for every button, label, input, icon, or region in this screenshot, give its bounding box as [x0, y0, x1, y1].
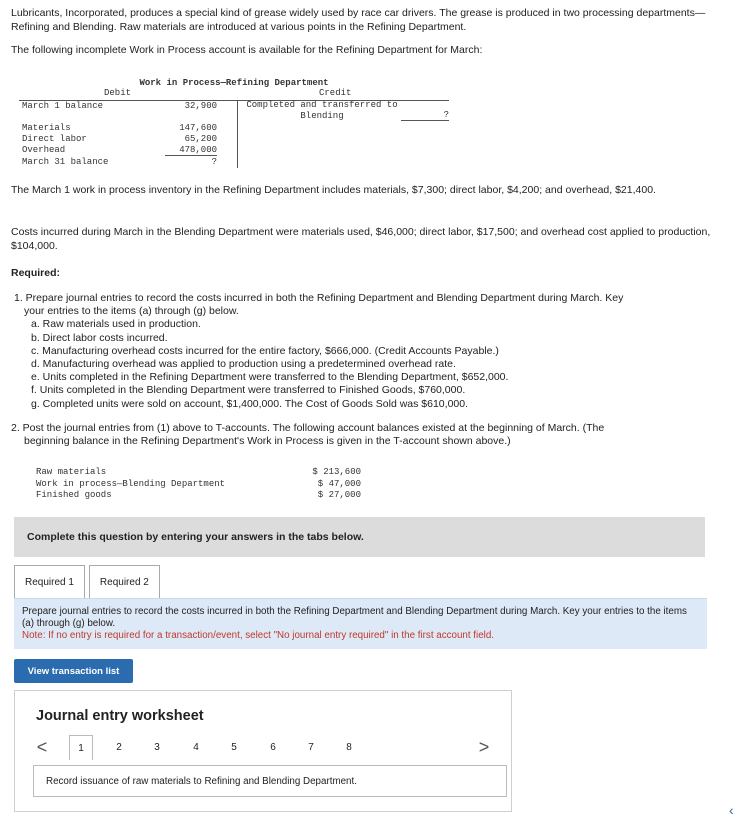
view-transaction-list-button[interactable]: View transaction list — [14, 659, 133, 683]
transaction-description: Record issuance of raw materials to Refining and Blending Department. — [46, 775, 357, 787]
chevron-left-icon[interactable]: < — [36, 736, 48, 757]
balance-label: Work in process—Blending Department — [36, 478, 226, 489]
beginning-balances — [36, 467, 361, 502]
chevron-right-icon[interactable]: > — [478, 736, 490, 757]
page-button-4[interactable]: 4 — [193, 741, 199, 753]
page-button-6[interactable]: 6 — [270, 741, 276, 753]
balance-row — [36, 479, 361, 491]
requirement-item: c. Manufacturing overhead costs incurred for the entire factory, $666,000. (Credit Accounts Payable.) — [31, 344, 499, 357]
t-row-label: Materials — [22, 123, 71, 133]
worksheet-title: Journal entry worksheet — [36, 708, 204, 724]
t-account-title: Work in Process—Refining Department — [139, 78, 329, 88]
balance-row — [36, 467, 361, 479]
paragraph-blending-costs: Costs incurred during March in the Blending Department were materials used, $46,000; direct labor, $17,500; and overhead cost applied to production, $104,000. — [11, 226, 711, 252]
t-row-value: 478,000 — [165, 145, 217, 156]
requirements-list — [11, 292, 731, 448]
balance-label: Finished goods — [36, 490, 112, 500]
credit-label: Credit — [319, 88, 352, 98]
debit-label: Debit — [104, 88, 132, 98]
paragraph-march1-inventory: The March 1 work in process inventory in the Refining Department includes materials, $7,300; direct labor, $4,200; and overhead, $21,400. — [11, 184, 656, 196]
balance-label: Raw materials — [36, 467, 107, 477]
balance-value: $ 47,000 — [317, 478, 361, 489]
page-button-5[interactable]: 5 — [231, 741, 237, 753]
t-row-label: March 1 balance — [22, 101, 104, 111]
t-row-value: 32,900 — [184, 101, 217, 111]
instructions-note: Note: If no entry is required for a transaction/event, select "No journal entry required" in the first account field. — [22, 630, 495, 641]
t-account-refining — [19, 76, 449, 168]
tab-required-1[interactable]: Required 1 — [14, 565, 85, 599]
instructions-text: Prepare journal entries to record the costs incurred in both the Refining Department and Blending Department during March. Key your entries to the items (a) through (g) below. — [22, 606, 687, 629]
requirement-item: d. Manufacturing overhead was applied to production using a predetermined overhead rate. — [31, 358, 456, 371]
intro-paragraph-2: The following incomplete Work in Process account is available for the Refining Department for March: — [11, 44, 483, 56]
page-button-7[interactable]: 7 — [308, 741, 314, 753]
requirement-item: b. Direct labor costs incurred. — [31, 331, 168, 344]
page-button-2[interactable]: 2 — [116, 741, 122, 753]
requirement-item: a. Raw materials used in production. — [31, 318, 201, 331]
balance-value: $ 213,600 — [312, 467, 361, 477]
requirement-item: e. Units completed in the Refining Department were transferred to the Blending Department, $652,000. — [31, 371, 509, 384]
worksheet-pager — [35, 735, 495, 759]
complete-question-text: Complete this question by entering your answers in the tabs below. — [27, 531, 364, 543]
t-row-label: March 31 balance — [22, 157, 109, 167]
balance-value: $ 27,000 — [317, 490, 361, 500]
requirement-2-line2: beginning balance in the Refining Department's Work in Process is given in the T-account shown above.) — [24, 435, 511, 448]
requirement-1-line2: your entries to the items (a) through (g) below. — [24, 305, 239, 318]
t-row-value: 147,600 — [179, 123, 217, 133]
t-row-value: 65,200 — [184, 134, 217, 144]
required-heading: Required: — [11, 267, 61, 279]
instructions-panel — [14, 598, 707, 649]
page-button-3[interactable]: 3 — [154, 741, 160, 753]
transaction-description-box — [33, 765, 507, 797]
page-button-1[interactable]: 1 — [69, 735, 93, 760]
tab-required-2[interactable]: Required 2 — [89, 565, 160, 599]
requirement-2-line1: 2. Post the journal entries from (1) above to T-accounts. The following account balances existed at the beginning of March. (The — [11, 421, 605, 434]
page-button-8[interactable]: 8 — [346, 741, 352, 753]
credit-entry-value: ? — [401, 110, 449, 121]
journal-entry-worksheet — [14, 690, 512, 812]
t-row-label: Overhead — [22, 145, 66, 155]
requirement-tabs — [14, 565, 164, 599]
balance-row — [36, 490, 361, 502]
requirement-item: f. Units completed in the Blending Department were transferred to Finished Goods, $760,000. — [31, 384, 466, 397]
intro-paragraph-1: Lubricants, Incorporated, produces a special kind of grease widely used by race car drivers. The grease is produced in two processing departments—Refining and Blending. Raw materials are introduced at various points in the Refining Department. — [11, 7, 706, 33]
t-row-value: ? — [211, 157, 217, 167]
problem-intro — [11, 7, 731, 68]
requirement-1-line1: 1. Prepare journal entries to record the costs incurred in both the Refining Department and Blending Department during March. Key — [14, 292, 624, 304]
complete-question-bar — [14, 517, 705, 557]
side-chevron-left-icon[interactable]: ‹ — [729, 802, 734, 818]
t-row-label: Direct labor — [22, 134, 87, 144]
credit-entry-description: Completed and transferred to Blending — [246, 100, 398, 121]
requirement-item: g. Completed units were sold on account, $1,400,000. The Cost of Goods Sold was $610,000. — [31, 397, 469, 410]
